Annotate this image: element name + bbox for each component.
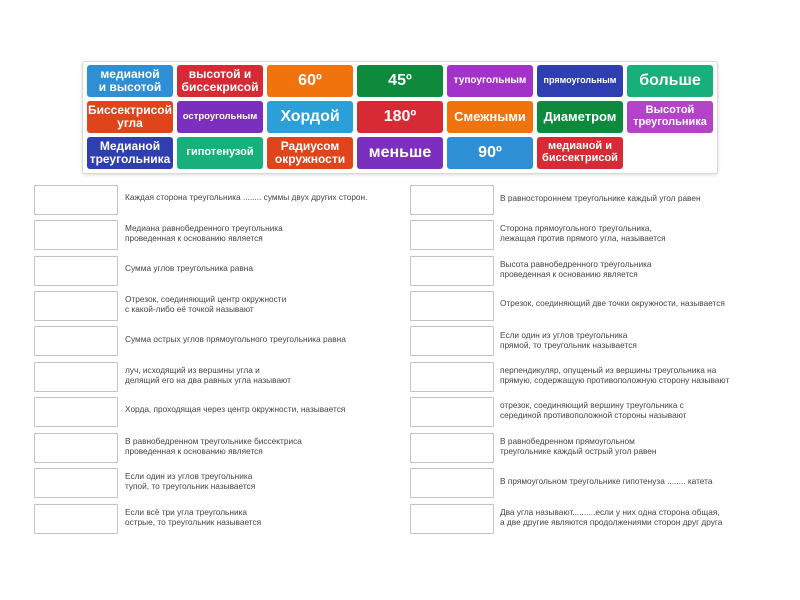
question-text: Сторона прямоугольного треугольника, лежащая против прямого угла, называется xyxy=(500,223,666,243)
question-text: Хорда, проходящая через центр окружности, называется xyxy=(125,404,346,414)
question-text: В равнобедренном треугольнике биссектриса проведенная к основанию является xyxy=(125,436,302,456)
question-text: Каждая сторона треугольника ........ суммы двух других сторон. xyxy=(125,192,368,202)
answer-tile[interactable]: Биссектрисой угла xyxy=(87,101,173,133)
answer-drop-slot[interactable] xyxy=(34,326,118,356)
answer-drop-slot[interactable] xyxy=(34,397,118,427)
question-text: отрезок, соединяющий вершину треугольника с серединой противоположной стороны называют xyxy=(500,400,687,420)
question-text: Два угла называют..........если у них одна сторона общая, а две другие являются продолжениями сторон друг друга xyxy=(500,507,723,527)
question-text: В равностороннем треугольнике каждый угол равен xyxy=(500,193,701,203)
question-text: луч, исходящий из вершины угла и делящий его на два равных угла называют xyxy=(125,365,291,385)
answer-drop-slot[interactable] xyxy=(34,185,118,215)
answer-tile[interactable]: Медианой треугольника xyxy=(87,137,173,169)
answer-tile[interactable]: Смежными xyxy=(447,101,533,133)
answer-drop-slot[interactable] xyxy=(410,220,494,250)
answer-drop-slot[interactable] xyxy=(34,504,118,534)
question-text: В прямоугольном треугольнике гипотенуза ........ катета xyxy=(500,476,713,486)
question-text: Если один из углов треугольника прямой, то треугольник называется xyxy=(500,330,637,350)
question-text: Отрезок, соединяющий две точки окружности, называется xyxy=(500,298,725,308)
answer-tile[interactable]: высотой и биссекрисой xyxy=(177,65,263,97)
answer-drop-slot[interactable] xyxy=(34,362,118,392)
question-text: Если один из углов треугольника тупой, то треугольник называется xyxy=(125,471,256,491)
answer-tile[interactable]: остроугольным xyxy=(177,101,263,133)
answer-drop-slot[interactable] xyxy=(410,362,494,392)
answer-tile[interactable]: 180º xyxy=(357,101,443,133)
question-text: Медиана равнобедренного треугольника проведенная к основанию является xyxy=(125,223,283,243)
answer-drop-slot[interactable] xyxy=(410,504,494,534)
answer-drop-slot[interactable] xyxy=(34,256,118,286)
answer-drop-slot[interactable] xyxy=(34,468,118,498)
answer-tile[interactable]: Радиусом окружности xyxy=(267,137,353,169)
answer-drop-slot[interactable] xyxy=(410,326,494,356)
answer-drop-slot[interactable] xyxy=(410,468,494,498)
answer-drop-slot[interactable] xyxy=(34,220,118,250)
answer-tile[interactable]: Диаметром xyxy=(537,101,623,133)
answer-tile[interactable]: меньше xyxy=(357,137,443,169)
answer-tile-bank xyxy=(82,61,718,174)
question-text: Отрезок, соединяющий центр окружности с какой-либо её точкой называют xyxy=(125,294,287,314)
answer-tile[interactable]: Хордой xyxy=(267,101,353,133)
answer-drop-slot[interactable] xyxy=(410,185,494,215)
answer-drop-slot[interactable] xyxy=(410,397,494,427)
answer-drop-slot[interactable] xyxy=(410,433,494,463)
question-text: Сумма острых углов прямоугольного треугольника равна xyxy=(125,334,346,344)
answer-drop-slot[interactable] xyxy=(410,256,494,286)
answer-drop-slot[interactable] xyxy=(34,433,118,463)
answer-tile[interactable]: гипотенузой xyxy=(177,137,263,169)
question-text: перпендикуляр, опущеный из вершины треугольника на прямую, содержащую противоположную сторону называют xyxy=(500,365,730,385)
question-text: Если всё три угла треугольника острые, то треугольник называется xyxy=(125,507,262,527)
question-text: В равнобедренном прямоугольном треугольнике каждый острый угол равен xyxy=(500,436,657,456)
answer-tile[interactable]: прямоугольным xyxy=(537,65,623,97)
answer-tile[interactable]: 90º xyxy=(447,137,533,169)
answer-tile[interactable]: медианой и высотой xyxy=(87,65,173,97)
question-text: Высота равнобедренного треугольника проведенная к основанию является xyxy=(500,259,652,279)
answer-drop-slot[interactable] xyxy=(410,291,494,321)
answer-tile[interactable]: Высотой треугольника xyxy=(627,101,713,133)
answer-drop-slot[interactable] xyxy=(34,291,118,321)
answer-tile[interactable]: 60º xyxy=(267,65,353,97)
question-text: Сумма углов треугольника равна xyxy=(125,263,253,273)
answer-tile[interactable]: 45º xyxy=(357,65,443,97)
answer-tile[interactable]: медианой и биссектрисой xyxy=(537,137,623,169)
answer-tile[interactable]: тупоугольным xyxy=(447,65,533,97)
answer-tile[interactable]: больше xyxy=(627,65,713,97)
